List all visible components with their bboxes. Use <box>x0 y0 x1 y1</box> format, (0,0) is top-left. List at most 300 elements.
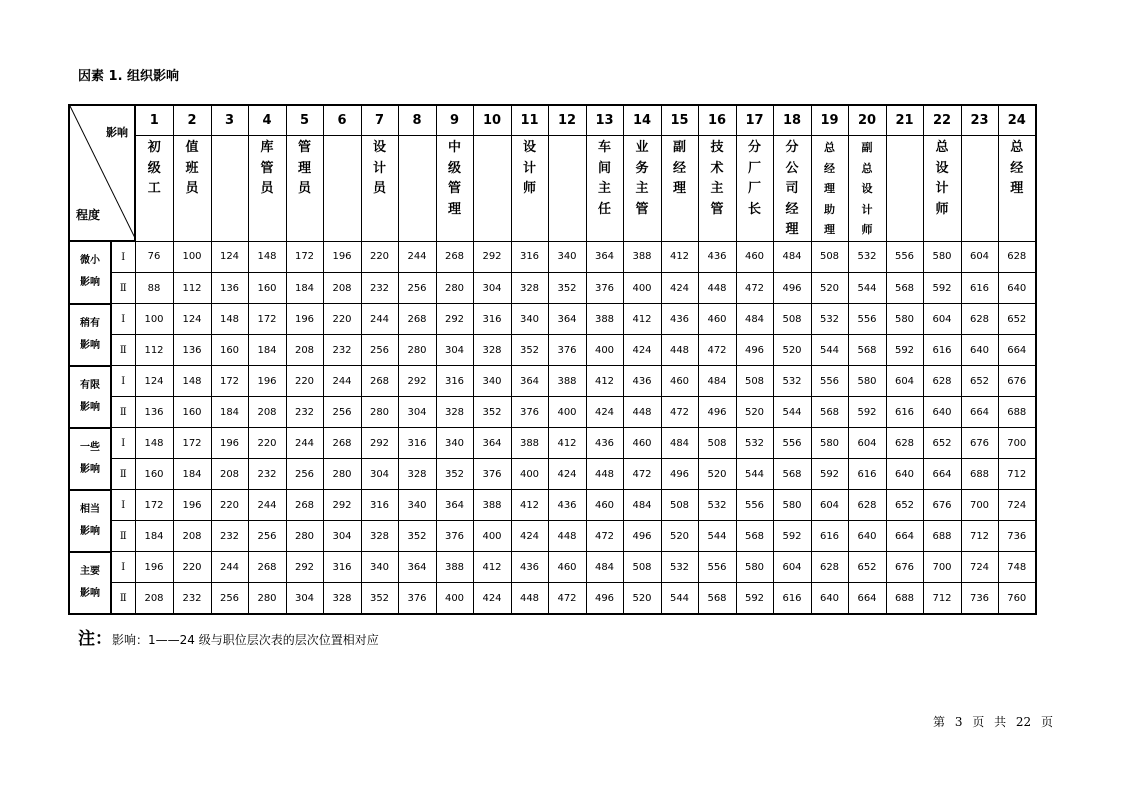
level-number-row <box>69 105 1036 136</box>
job-title: 车 间 主 任 <box>597 140 611 217</box>
score-cell: 568 <box>811 397 848 428</box>
score-cell: 604 <box>886 366 923 397</box>
score-cell: 268 <box>436 241 473 273</box>
score-cell: 292 <box>398 366 436 397</box>
table-row <box>69 490 1036 521</box>
sub-level: Ⅱ <box>111 459 135 490</box>
score-cell: 628 <box>811 552 848 583</box>
score-cell: 520 <box>623 583 661 615</box>
score-cell: 592 <box>736 583 773 615</box>
score-cell: 124 <box>135 366 173 397</box>
score-cell: 124 <box>211 241 248 273</box>
job-title: 总 设 计 师 <box>935 140 949 217</box>
job-title: 初 级 工 <box>147 140 161 196</box>
score-cell: 244 <box>398 241 436 273</box>
note-text: 影响：1——24 级与职位层次表的层次位置相对应 <box>112 633 379 647</box>
level-number: 17 <box>736 105 773 136</box>
score-cell: 616 <box>848 459 886 490</box>
note-prefix: 注： <box>78 629 112 649</box>
score-cell: 280 <box>248 583 286 615</box>
level-number: 21 <box>886 105 923 136</box>
sub-level: Ⅰ <box>111 241 135 273</box>
score-cell: 184 <box>248 335 286 366</box>
score-cell: 400 <box>511 459 548 490</box>
score-cell: 568 <box>886 273 923 304</box>
score-cell: 580 <box>886 304 923 335</box>
score-cell: 532 <box>811 304 848 335</box>
score-cell: 376 <box>473 459 511 490</box>
score-cell: 136 <box>211 273 248 304</box>
score-cell: 232 <box>286 397 323 428</box>
sub-level: Ⅱ <box>111 583 135 615</box>
score-cell: 688 <box>886 583 923 615</box>
score-cell: 652 <box>923 428 961 459</box>
score-cell: 100 <box>135 304 173 335</box>
score-cell: 220 <box>173 552 211 583</box>
score-cell: 700 <box>998 428 1036 459</box>
sub-level: Ⅰ <box>111 428 135 459</box>
score-cell: 736 <box>961 583 998 615</box>
score-cell: 652 <box>848 552 886 583</box>
score-cell: 424 <box>473 583 511 615</box>
score-cell: 244 <box>361 304 398 335</box>
score-cell: 304 <box>361 459 398 490</box>
score-cell: 220 <box>361 241 398 273</box>
score-cell: 448 <box>623 397 661 428</box>
score-cell: 244 <box>248 490 286 521</box>
score-cell: 652 <box>886 490 923 521</box>
score-cell: 316 <box>398 428 436 459</box>
score-cell: 196 <box>286 304 323 335</box>
score-cell: 340 <box>436 428 473 459</box>
score-cell: 508 <box>623 552 661 583</box>
table-row <box>69 273 1036 304</box>
score-cell: 616 <box>811 521 848 552</box>
score-cell: 424 <box>548 459 586 490</box>
degree-label: 微小 影响 <box>80 255 100 289</box>
level-number: 15 <box>661 105 698 136</box>
score-cell: 316 <box>473 304 511 335</box>
score-cell: 340 <box>473 366 511 397</box>
score-cell: 496 <box>773 273 811 304</box>
score-cell: 520 <box>811 273 848 304</box>
score-cell: 676 <box>923 490 961 521</box>
job-title: 分 厂 厂 长 <box>747 140 761 217</box>
score-cell: 700 <box>923 552 961 583</box>
score-cell: 664 <box>998 335 1036 366</box>
level-number: 13 <box>586 105 623 136</box>
score-cell: 532 <box>773 366 811 397</box>
score-cell: 196 <box>248 366 286 397</box>
score-cell: 160 <box>135 459 173 490</box>
score-cell: 388 <box>511 428 548 459</box>
score-cell: 400 <box>623 273 661 304</box>
score-cell: 364 <box>398 552 436 583</box>
score-cell: 484 <box>773 241 811 273</box>
job-title: 业 务 主 管 <box>635 140 649 217</box>
score-cell: 364 <box>473 428 511 459</box>
sub-level: Ⅰ <box>111 304 135 335</box>
score-cell: 112 <box>135 335 173 366</box>
score-cell: 280 <box>436 273 473 304</box>
degree-label-cell <box>69 490 111 552</box>
level-number: 1 <box>135 105 173 136</box>
score-cell: 448 <box>586 459 623 490</box>
score-cell: 208 <box>135 583 173 615</box>
score-cell: 208 <box>173 521 211 552</box>
job-title: 值 班 员 <box>185 140 199 196</box>
score-cell: 160 <box>173 397 211 428</box>
score-cell: 592 <box>773 521 811 552</box>
score-cell: 388 <box>623 241 661 273</box>
score-cell: 616 <box>961 273 998 304</box>
score-cell: 364 <box>511 366 548 397</box>
score-cell: 388 <box>548 366 586 397</box>
header-corner <box>69 105 135 241</box>
score-cell: 472 <box>586 521 623 552</box>
sub-level: Ⅱ <box>111 335 135 366</box>
level-number: 4 <box>248 105 286 136</box>
score-cell: 736 <box>998 521 1036 552</box>
score-cell: 544 <box>811 335 848 366</box>
level-number: 12 <box>548 105 586 136</box>
score-cell: 712 <box>998 459 1036 490</box>
score-cell: 340 <box>511 304 548 335</box>
score-cell: 220 <box>211 490 248 521</box>
job-title-cell <box>661 136 698 242</box>
score-cell: 316 <box>436 366 473 397</box>
score-cell: 172 <box>173 428 211 459</box>
score-cell: 628 <box>998 241 1036 273</box>
score-cell: 76 <box>135 241 173 273</box>
score-cell: 664 <box>848 583 886 615</box>
job-title-cell <box>511 136 548 242</box>
level-number: 9 <box>436 105 473 136</box>
score-cell: 256 <box>286 459 323 490</box>
score-cell: 352 <box>511 335 548 366</box>
score-cell: 376 <box>586 273 623 304</box>
score-cell: 580 <box>773 490 811 521</box>
score-cell: 484 <box>698 366 736 397</box>
job-title-cell <box>473 136 511 242</box>
score-cell: 568 <box>736 521 773 552</box>
score-cell: 268 <box>248 552 286 583</box>
job-title-cell <box>173 136 211 242</box>
score-cell: 472 <box>736 273 773 304</box>
score-cell: 316 <box>511 241 548 273</box>
page-title: 因素 1. 组织影响 <box>78 69 180 84</box>
level-number: 18 <box>773 105 811 136</box>
score-cell: 352 <box>473 397 511 428</box>
score-cell: 268 <box>286 490 323 521</box>
score-cell: 580 <box>736 552 773 583</box>
score-cell: 172 <box>286 241 323 273</box>
score-cell: 352 <box>436 459 473 490</box>
score-cell: 556 <box>811 366 848 397</box>
score-cell: 484 <box>736 304 773 335</box>
score-cell: 100 <box>173 241 211 273</box>
job-title-cell <box>623 136 661 242</box>
score-cell: 712 <box>923 583 961 615</box>
score-cell: 724 <box>998 490 1036 521</box>
score-cell: 136 <box>173 335 211 366</box>
score-cell: 640 <box>961 335 998 366</box>
score-cell: 676 <box>961 428 998 459</box>
score-cell: 496 <box>736 335 773 366</box>
score-cell: 364 <box>436 490 473 521</box>
job-title-cell <box>323 136 361 242</box>
score-cell: 304 <box>286 583 323 615</box>
degree-label-cell <box>69 366 111 428</box>
score-cell: 184 <box>135 521 173 552</box>
table-row <box>69 304 1036 335</box>
table-row <box>69 459 1036 490</box>
level-number: 7 <box>361 105 398 136</box>
score-cell: 388 <box>586 304 623 335</box>
job-title-cell <box>736 136 773 242</box>
job-title-cell <box>398 136 436 242</box>
score-cell: 304 <box>398 397 436 428</box>
score-cell: 316 <box>361 490 398 521</box>
score-cell: 172 <box>211 366 248 397</box>
score-cell: 244 <box>286 428 323 459</box>
sub-level: Ⅰ <box>111 366 135 397</box>
score-cell: 436 <box>548 490 586 521</box>
job-title: 管 理 员 <box>297 140 311 196</box>
score-cell: 160 <box>211 335 248 366</box>
score-cell: 112 <box>173 273 211 304</box>
score-cell: 148 <box>211 304 248 335</box>
score-cell: 208 <box>323 273 361 304</box>
score-cell: 676 <box>886 552 923 583</box>
score-cell: 472 <box>661 397 698 428</box>
score-cell: 628 <box>923 366 961 397</box>
score-cell: 244 <box>211 552 248 583</box>
job-title: 设 计 员 <box>372 140 386 196</box>
score-cell: 148 <box>173 366 211 397</box>
job-title-cell <box>248 136 286 242</box>
score-cell: 664 <box>886 521 923 552</box>
score-cell: 604 <box>811 490 848 521</box>
score-cell: 604 <box>848 428 886 459</box>
score-cell: 424 <box>623 335 661 366</box>
level-number: 10 <box>473 105 511 136</box>
job-title-cell <box>286 136 323 242</box>
score-cell: 292 <box>323 490 361 521</box>
score-cell: 724 <box>961 552 998 583</box>
score-cell: 280 <box>323 459 361 490</box>
score-cell: 196 <box>135 552 173 583</box>
job-title-cell <box>586 136 623 242</box>
page-footer: 第 3 页 共 22 页 <box>933 715 1053 729</box>
score-cell: 280 <box>286 521 323 552</box>
score-cell: 232 <box>248 459 286 490</box>
score-cell: 604 <box>961 241 998 273</box>
score-cell: 400 <box>586 335 623 366</box>
sub-level: Ⅰ <box>111 490 135 521</box>
score-cell: 460 <box>586 490 623 521</box>
score-cell: 640 <box>886 459 923 490</box>
score-cell: 196 <box>211 428 248 459</box>
score-cell: 256 <box>211 583 248 615</box>
score-cell: 208 <box>286 335 323 366</box>
score-cell: 760 <box>998 583 1036 615</box>
sub-level: Ⅱ <box>111 521 135 552</box>
job-title: 中 级 管 理 <box>447 140 461 217</box>
job-title-cell <box>811 136 848 242</box>
score-cell: 412 <box>661 241 698 273</box>
score-cell: 628 <box>961 304 998 335</box>
score-cell: 184 <box>211 397 248 428</box>
job-title-cell <box>548 136 586 242</box>
score-cell: 532 <box>661 552 698 583</box>
score-cell: 412 <box>623 304 661 335</box>
score-cell: 496 <box>623 521 661 552</box>
score-cell: 592 <box>886 335 923 366</box>
job-title-cell <box>886 136 923 242</box>
job-title-cell <box>998 136 1036 242</box>
score-cell: 388 <box>473 490 511 521</box>
score-cell: 460 <box>548 552 586 583</box>
score-cell: 196 <box>173 490 211 521</box>
score-cell: 400 <box>548 397 586 428</box>
score-cell: 532 <box>698 490 736 521</box>
job-title-cell <box>961 136 998 242</box>
sub-level: Ⅱ <box>111 273 135 304</box>
score-cell: 148 <box>248 241 286 273</box>
job-title-cell <box>923 136 961 242</box>
score-cell: 292 <box>286 552 323 583</box>
score-cell: 676 <box>998 366 1036 397</box>
score-cell: 688 <box>923 521 961 552</box>
score-cell: 544 <box>661 583 698 615</box>
score-cell: 412 <box>548 428 586 459</box>
score-cell: 616 <box>886 397 923 428</box>
score-cell: 508 <box>661 490 698 521</box>
level-number: 16 <box>698 105 736 136</box>
score-cell: 280 <box>398 335 436 366</box>
degree-label-cell <box>69 552 111 615</box>
score-cell: 640 <box>923 397 961 428</box>
score-cell: 496 <box>698 397 736 428</box>
score-cell: 256 <box>248 521 286 552</box>
score-cell: 460 <box>698 304 736 335</box>
score-cell: 148 <box>135 428 173 459</box>
score-cell: 424 <box>586 397 623 428</box>
score-cell: 616 <box>773 583 811 615</box>
score-cell: 448 <box>698 273 736 304</box>
level-number: 3 <box>211 105 248 136</box>
score-cell: 412 <box>511 490 548 521</box>
level-number: 6 <box>323 105 361 136</box>
score-cell: 484 <box>661 428 698 459</box>
table-row <box>69 521 1036 552</box>
score-cell: 544 <box>773 397 811 428</box>
score-cell: 256 <box>323 397 361 428</box>
level-number: 2 <box>173 105 211 136</box>
score-cell: 352 <box>548 273 586 304</box>
score-cell: 640 <box>811 583 848 615</box>
score-cell: 472 <box>623 459 661 490</box>
degree-label: 一些 影响 <box>80 441 100 475</box>
job-title-cell <box>698 136 736 242</box>
score-cell: 556 <box>736 490 773 521</box>
score-cell: 592 <box>848 397 886 428</box>
score-cell: 400 <box>436 583 473 615</box>
score-cell: 304 <box>473 273 511 304</box>
score-cell: 172 <box>248 304 286 335</box>
score-cell: 136 <box>135 397 173 428</box>
score-cell: 256 <box>361 335 398 366</box>
score-cell: 508 <box>698 428 736 459</box>
score-cell: 364 <box>548 304 586 335</box>
score-cell: 640 <box>998 273 1036 304</box>
score-cell: 448 <box>661 335 698 366</box>
score-cell: 328 <box>361 521 398 552</box>
score-cell: 196 <box>323 241 361 273</box>
score-cell: 232 <box>173 583 211 615</box>
score-cell: 520 <box>773 335 811 366</box>
score-cell: 664 <box>923 459 961 490</box>
score-cell: 556 <box>773 428 811 459</box>
table-row <box>69 552 1036 583</box>
score-cell: 268 <box>361 366 398 397</box>
score-cell: 472 <box>548 583 586 615</box>
score-cell: 340 <box>548 241 586 273</box>
score-cell: 160 <box>248 273 286 304</box>
score-cell: 376 <box>548 335 586 366</box>
score-cell: 556 <box>698 552 736 583</box>
score-cell: 256 <box>398 273 436 304</box>
job-title: 库 管 员 <box>260 140 274 196</box>
degree-label: 相当 影响 <box>80 503 100 537</box>
score-cell: 292 <box>473 241 511 273</box>
score-cell: 568 <box>698 583 736 615</box>
level-number: 5 <box>286 105 323 136</box>
score-cell: 508 <box>773 304 811 335</box>
organization-impact-table <box>68 104 1037 615</box>
score-cell: 220 <box>323 304 361 335</box>
score-cell: 364 <box>586 241 623 273</box>
level-number: 8 <box>398 105 436 136</box>
score-cell: 304 <box>436 335 473 366</box>
score-cell: 688 <box>998 397 1036 428</box>
score-cell: 520 <box>736 397 773 428</box>
score-cell: 448 <box>548 521 586 552</box>
job-title-cell <box>211 136 248 242</box>
score-cell: 304 <box>323 521 361 552</box>
corner-impact-label: 影响 <box>106 126 128 139</box>
degree-label: 主要 影响 <box>80 565 100 599</box>
level-number: 23 <box>961 105 998 136</box>
score-cell: 652 <box>961 366 998 397</box>
score-cell: 424 <box>511 521 548 552</box>
score-cell: 556 <box>886 241 923 273</box>
score-cell: 292 <box>436 304 473 335</box>
score-cell: 268 <box>398 304 436 335</box>
table-row <box>69 335 1036 366</box>
score-cell: 184 <box>173 459 211 490</box>
score-cell: 520 <box>698 459 736 490</box>
job-title-row <box>69 136 1036 242</box>
job-title-cell <box>135 136 173 242</box>
score-cell: 220 <box>286 366 323 397</box>
table-row <box>69 583 1036 615</box>
score-cell: 544 <box>698 521 736 552</box>
score-cell: 328 <box>323 583 361 615</box>
job-title-cell <box>361 136 398 242</box>
score-cell: 460 <box>661 366 698 397</box>
